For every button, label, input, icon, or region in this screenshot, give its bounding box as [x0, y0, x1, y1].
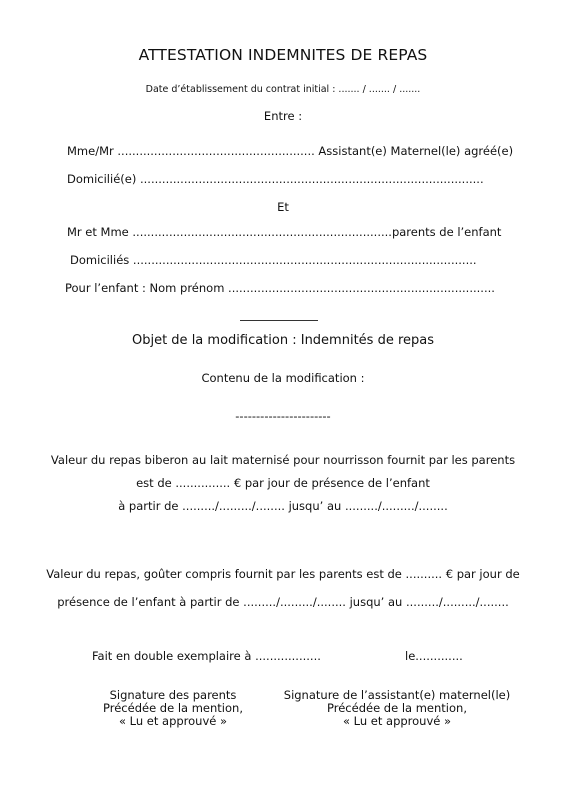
assistant-line: Mme/Mr ...................................................... Assistant(e) Maternel(le) agréé(e) — [67, 144, 514, 158]
object-line: Objet de la modification : Indemnités de repas — [131, 333, 434, 348]
meal-line-1: Valeur du repas, goûter compris fournit par les parents est de .......... € par jour de — [46, 567, 520, 581]
parents-line: Mr et Mme .......................................................................parents de l’enfant — [67, 225, 502, 239]
parents-domicile-line: Domiciliés .............................................................................................. — [70, 253, 477, 267]
bottle-line-2: est de ............... € par jour de présence de l’enfant — [136, 476, 430, 490]
signature-parents-mention: Précédée de la mention, — [103, 701, 243, 715]
signature-parents-approved: « Lu et approuvé » — [118, 714, 228, 728]
and-label: Et — [277, 200, 289, 214]
dashes-separator: ----------------------- — [235, 409, 331, 423]
signature-assistant-mention: Précédée de la mention, — [327, 701, 467, 715]
domicile-line: Domicilié(e) .............................................................................................. — [67, 172, 484, 186]
contract-date-line: Date d’établissement du contrat initial : ....... / ....... / ....... — [145, 84, 421, 95]
document-title: ATTESTATION INDEMNITES DE REPAS — [138, 46, 428, 64]
child-line: Pour l’enfant : Nom prénom ......................................................................... — [65, 281, 495, 295]
signature-parents-block — [68, 689, 278, 728]
signature-assistant-title: Signature de l’assistant(e) maternel(le) — [283, 688, 511, 702]
between-label: Entre : — [263, 109, 303, 123]
signature-assistant-approved: « Lu et approuvé » — [342, 714, 452, 728]
signature-parents-title: Signature des parents — [109, 688, 237, 702]
bottle-line-3: à partir de ........./........./........ jusqu’ au ........./........./........ — [118, 499, 448, 513]
bottle-line-1: Valeur du repas biberon au lait maternisé pour nourrisson fournit par les parents — [50, 453, 516, 467]
separator-rule — [240, 320, 318, 321]
signature-assistant-block — [282, 689, 512, 728]
meal-line-2: présence de l’enfant à partir de ........./........./........ jusqu’ au ........./........./........ — [57, 595, 509, 609]
content-line: Contenu de la modification : — [201, 371, 365, 385]
duplicate-line: Fait en double exemplaire à .................. — [92, 649, 321, 663]
date-line: le............. — [405, 649, 463, 663]
